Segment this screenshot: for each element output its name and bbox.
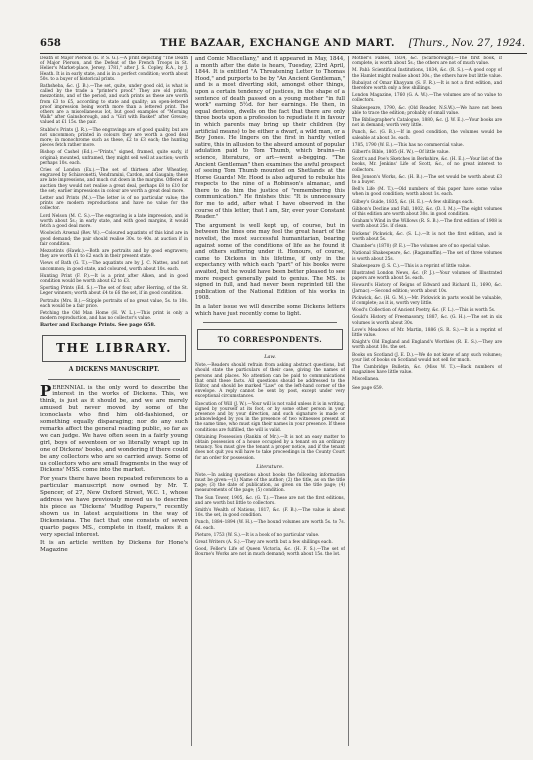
subsection-heading: Literature. [256,463,284,470]
column-right [352,56,502,751]
entry: Execution of Will (J. W.).—Your will is not valid unless it is in writing, signed by yourself at its foot, or by some other person in your presence and by your direction, and such signature is made or acknowledged by you in the presence of two witnesses present at the same time, who must sign their names in your presence. If these conditions are fulfilled, the will is valid. [195,401,345,433]
column-left [40,56,188,751]
entry: Smith's Wealth of Nations, 1817, &c. (F. B.).—The value is about 10s. the set, in good condition. [195,508,345,519]
entry: Love's Meadows of Mr. Martin, 1886 (S. R. S.).—It is a reprint of little value. [352,327,502,338]
entry: 1785, 1790 (W. E.).—This has no commercial value. [352,142,464,148]
entry: Shakespeare (J. S. C.).—This is a reprint of little value. [352,263,471,269]
entry: Gould's History of Freemasonry, 1887, &c. (G. H.).—The set in six volumes is worth about 30s. [352,315,502,326]
entry: Miscellanea. [352,377,380,383]
entry: Knight's Old England and England's Worthies (R. E. S.).—They are worth about 10s. the set. [352,340,502,351]
entry: Books on Scotland (J. E. D.).—We do not know of any such volumes; your list of books on Scotland would not sell for much. [352,352,502,363]
entry: Fetching the Old Man Home (H. W. L.).—This print is only a modern reproduction, and has no collector's value. [40,310,188,322]
entry: Stubbs's Prints (J. R.).—The engravings are of good quality, but are not uncommon; printed in colours they are worth a good deal more; in monochrome such as these, £2 to £3 each; the hunting pieces fetch rather more. [40,127,188,149]
rule [48,379,180,380]
entry: Bishop of Cashel (Ed.).—"Prints," signed, framed, quite early, if original; mounted, unframed, they might sell well at auction; worth perhaps 10s. each. [40,150,188,166]
entry: Views of Bath (G. T.).—The aquatints are by J. C. Nattes, and not uncommon; in good state, and coloured, worth about 10s. each. [40,261,188,272]
section-heading: THE LIBRARY. [56,340,172,355]
entry: Gilbert's Bible, 1805 (H. W.).—Of little value. [352,150,450,156]
entry: Great Writers (A. S.).—They are worth but a few shillings each. [195,540,333,546]
drop-cap: P [40,381,52,400]
entry: Portraits (Mrs. B.).—Stipple portraits of no great value, 5s. to 10s. each would be a fair price. [40,298,188,309]
article-subheading: A DICKENS MANUSCRIPT. [68,365,160,373]
entry: Pickwick, &c. (H. G. M.).—Mr. Pickwick in parts would be valuable, if complete; as it is, worth very little. [352,295,502,306]
column-divider [348,56,349,746]
entry: Bell's Life (M. T.).—Old numbers of this paper have some value when in good condition; worth about 1s. each. [352,187,502,198]
entry: Good, Feller's Life of Queen Victoria, &c. (H. F. S.).—The set of Bourne's Works are not in much demand; worth about 15s. the lot. [195,547,345,558]
entry: London Magazine, 1760 (G. A. W.).—The volumes are of no value to collectors. [352,93,502,104]
entry: Mother's Fables, 1834, &c. (Scarborough).—The first book, if complete, is worth about 5s.; the others are not of much value. [352,56,502,67]
page-number: 658 [40,38,61,49]
rule [203,322,337,323]
entry: Dickens' Pickwick, &c. (S. L.).—It is not the first edition, and is worth about 5s. [352,231,502,242]
entry: Howard's History of Reigns of Edward and Richard II., 1690, &c. (Jarnac).—Second edition; worth about 10s. [352,283,502,294]
entry: M. Pahl: Scientifical Institutions, 1834, &c. (R. S.).—A good copy of the Hamlet might realise about 30s.; the others have but little value. [352,68,502,79]
entry: Note.—Readers should refrain from asking abstract questions, but should state the particulars of their case, giving the names of persons and places. No attention can be paid to communications that omit these facts. All questions should be addressed to the Editor, and should be marked "Law" on the left-hand corner of the envelope. A reply cannot be sent by post, except under very exceptional circumstances. [195,363,345,400]
entry: Punch, &c. (G. B.).—If in good condition, the volumes would be saleable at about 3s. each. [352,130,502,141]
article-paragraph: The argument is well kept up, of course, but in between the lines one may feel the great heart of the novelist, the most successful humanitarian, bearing against some of the conditions of life as he found it and others suffering under it. Honours, of course, came to Dickens in his lifetime, if only in the expectancy with which each "part" of his books were awaited, but he would have been better pleased to see more respect generally paid to genius. The MS. is signed in full, and had never been reprinted till the publication of the National Edition of his works in 1908. [195,222,345,302]
entry: Punch, 1884–1894 (W. H.).—The bound volumes are worth 5s. to 7s. 6d. each. [195,520,345,531]
cross-reference: Barter and Exchange Prints. See page 658. [40,322,156,329]
entry: Death of Major Pierson (E. P. S. G.).—A print depicting "The Death of Major Pierson, and the Defeat of the French Troops in St. Helier's Market-place, Jersey, 1781," after J. S. Copley, R.A., by J. Heath. It is in early state, and is in a perfect condition; worth about 50s. to a buyer of historical prints. [40,56,188,82]
library-heading-box [42,335,186,362]
entry: National Shakespeare, &c. (Ragamuffin).—The set of three volumes is worth about 25s. [352,251,502,262]
page-header [40,38,525,52]
entry: Letter and Prints (M.).—The letter is of no particular value; the prints are modern reproductions and have no value for the collector. [40,196,188,212]
entry: Woolwich Arsenal (Rev. W.).—Coloured aquatints of this kind are in good demand; the pair should realise 30s. to 40s. at auction if in fair condition. [40,231,188,247]
entry: Gilbey's Guide, 1835, &c. (H. E.).—A few shillings each. [352,199,474,205]
article-paragraph: and Comic Miscellany," and it appeared in May, 1844, a month after the date is hears, Tuesday, 23rd April, 1844. It is entitled "A Threatening Letter to Thomas Hood," and purports to be by "An Ancient Gentleman," and is a most diverting skit, amongst other things, upon a certain tendency of justices, in the shape of a sentence of death passed on a young mother "in full work" earning 5½d. for her earnings. He then, in equal derision, dwells on the fact that there are only three boots upon a profession to repudiate it in favour in which parents may bring up their children (by artificial means) to be either a dwarf, a wild man, or a Boy Jones. He lingers on the first in hardly veiled satire, this in allusion to the absurd amount of popular adulation paid to Tom Thumb, which brains—in science, literature, or art—went a-begging. "The Ancient Gentleman" then examines the awful prospect of seeing Tom Thumb mounted on Shetlands at the Horse Guards! Mr. Hood is also adjured to rebuke his respects to the nine of a Robinson's almanac, and there to do him the justice of "remembering this communication." He finishes this: "It is unnecessary for me to add, after what I have observed in the course of this letter, that I am, Sir, ever your Constant Reader." [195,56,345,221]
entry: Hunting Print (F. P.).—It is a print after Alken, and in good condition would be worth about £2 to £3. [40,273,188,284]
entry: Graham's Wind in the Willows (R. S. B.).—The first edition of 1908 is worth about 25s. if clean. [352,219,502,230]
entry: Sporting Prints (Ed. S.).—The set of four, after Herring, of the St. Leger winners; worth about £4 to £6 the set, if in good condition. [40,286,188,297]
section-heading: TO CORRESPONDENTS. [217,335,323,345]
article-paragraph: It is an article written by Dickens for Hone's Magazine [40,540,188,554]
header-rule [40,53,527,54]
subsection-heading: Law. [264,354,276,361]
entry: Rubaiyat of Omar Khayyam (S. F. R.).—It is not a first edition, and therefore worth only a few shillings. [352,80,502,92]
entry: Note.—In asking questions about books the following information must be given:—(1) Name of the author; (2) the title, as on the title page; (3) the date of publication, as given on the title page; (4) measurements of the page; (5) condition. [195,472,345,494]
entry: Illustrated London News, &c. (P. J.).—Your volumes of Illustrated papers are worth about 5s. each. [352,270,502,282]
entry: Cries of London (Ex.).—The set of thirteen after Wheatley, engraved by Schiavonetti, Vendramini, Cardon, and Gaugain; these are late impressions, and much cut down in the margins. Offered at auction they would not realise a great deal, perhaps £8 to £10 for the set; earlier impressions in colour are worth a great deal more. [40,168,188,194]
article-paragraph: For years there have been repeated references to a particular manuscript now owned by Mr. T. Spencer, of 27, New Oxford Street, W.C. 1, whose address we have previously moved us to describe his piece as "Dickens' 'Mudfog Papers,'" recently shown us in latest acquisitions in the way of Dickensiana. The fact that one consists of seven quarto pages MS., complete in itself, makes it a very special interest. [40,476,188,538]
article-paragraph: PERENNIAL is the only word to describe the interest in the works of Dickens. This, we think, is just as it should be, and we are merely amused but never moved by some of the iconoclasts who find him old-fashioned, or something equally disparaging; nor do any such remarks affect the general reading public, so far as we can judge. We have often seen in a fairly young girl, boys of seventeen or so literally wrapt up in one of Dickens' books, and wondering if there could be any collectors who are so carried away. Some of us collectors who are small fragments in the way of Dickens' MSS. come into the market. [40,381,188,474]
entry: Shakespeare, 1790, &c. (Old Reader, N.S.W.).—We have not been able to trace the edition; probably of small value. [352,105,502,116]
article-paragraph: In a later issue we will describe some Dickens letters which have just recently come to light. [195,303,345,317]
entry: Wood's Collection of Ancient Poetry, &c. (F. L.).—This is worth 5s. [352,308,496,314]
entry: The Sun Tower, 1905, &c. (G. T.).—These are not the first editions, and are worth but little to collectors. [195,495,345,506]
correspondents-heading-box [197,329,343,350]
entry: Chamber's (1870) (P. E.).—The volumes are of no special value. [352,244,491,250]
column-middle [195,56,345,751]
entry: The Bibliographer's Catalogue, 1880, &c. (J. W. E.).—Your books are not in demand; worth very little. [352,118,502,129]
entry: See page 659. [352,385,383,391]
entry: Gibbon's Decline and Fall, 1802, &c. (D. I. M.).—The eight volumes of this edition are worth about 30s. in good condition. [352,206,502,218]
entry: Scott's and Poe's Sketches in Berkshire, &c. (H. E.).—Your list of the books, Mr. Jenkins' Life of Scott, &c., of no great interest to collectors. [352,157,502,173]
column-divider [191,56,192,746]
entry: Bathsheba, &c. (J. B.).—The set, quite, under good old, is what is called by the trade a "printer's proof." They are old prints, mezzotints, and of the period, and such prints as these are worth from £3 to £5, according to state and quality; an open-lettered proof impression being worth more than a lettered print. The others are a miscellaneous lot, but good examples of "Morning Walk" after Gainsborough, and a "Girl with Basket" after Greuze; valued at £1 15s. the pair. [40,84,188,126]
entry: Obtaining Possession (Rankin of Mr.).—It is not an easy matter to obtain possession of a house occupied by a tenant on an ordinary tenancy. You must give the tenant a proper notice, and if the tenant does not quit you will have to take proceedings in the County Court for an order for possession. [195,434,345,461]
issue-date: [Thurs., Nov. 27, 1924. [408,38,525,49]
entry: Lord Nelson (M. C. S.).—The engraving is a late impression, and is worth about 5s.; in early state, and with good margins, it would fetch a good deal more. [40,213,188,230]
entry: Ben Jonson's Works, &c. (H. B.).—The set would be worth about £3 to a buyer. [352,174,502,186]
publication-title: THE BAZAAR, EXCHANGE AND MART. [160,38,396,49]
entry: Pieture, 1753 (W. S.).—It is a book of no particular value. [195,532,320,538]
entry: The Cambridge Bulletin, &c. (Miss W. T.).—Back numbers of magazines have little value. [352,364,502,376]
entry: Mezzotints (Hawk.).—Both are portraits and by good engravers; they are worth £1 to £2 each in their present state. [40,248,188,260]
